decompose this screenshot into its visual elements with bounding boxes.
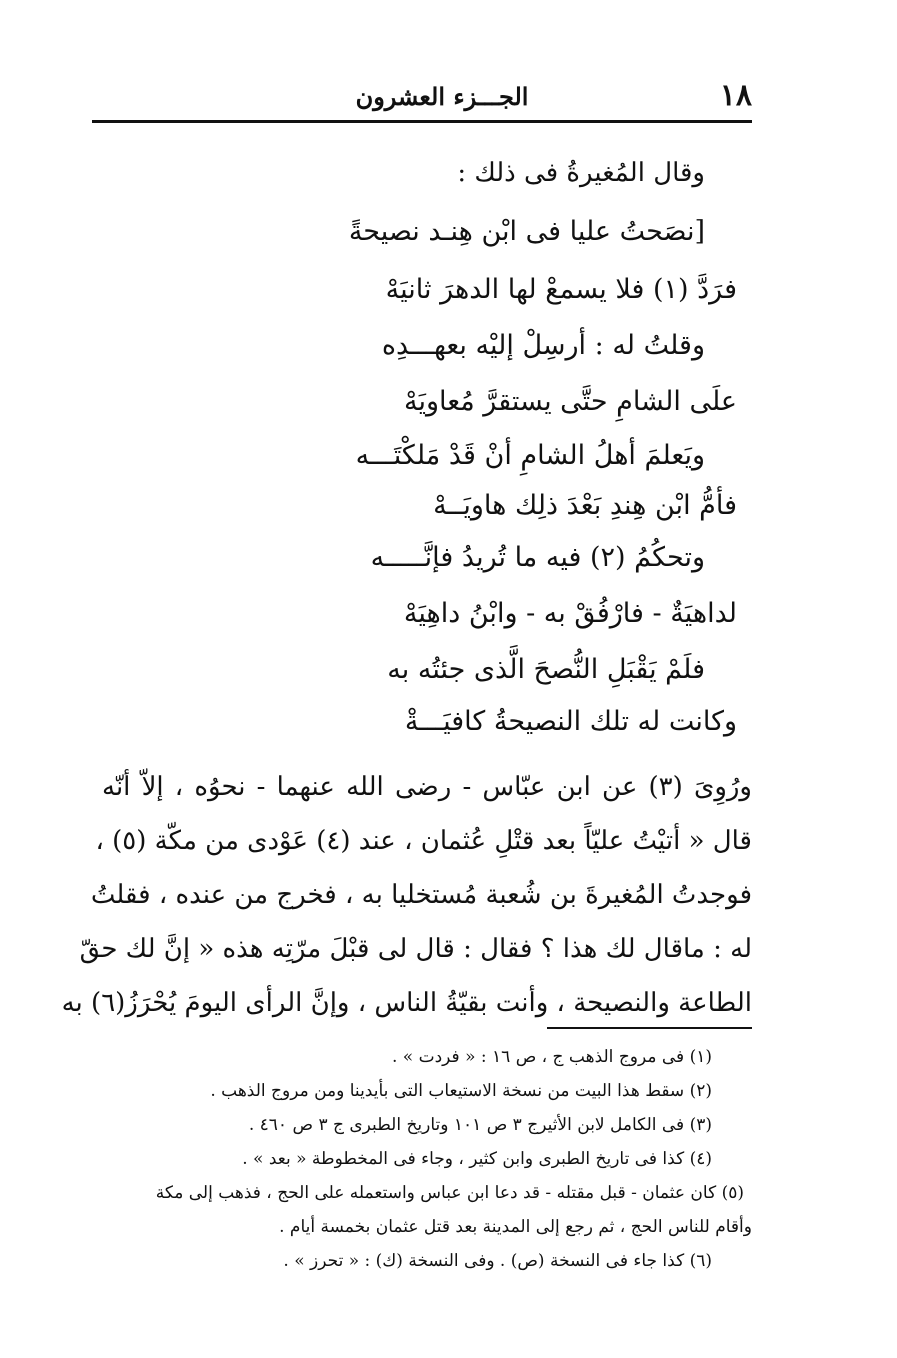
prose-line: له : ماقال لك هذا ؟ فقال : قال لى قبْلَ مرّتِه هذه « إنَّ لك حقّ	[79, 934, 752, 964]
footnote: (٦) كذا جاء فى النسخة (ص) . وفى النسخة (ك) : « تحرز » .	[283, 1251, 712, 1271]
footnote: (٥) كان عثمان - قبل مقتله - قد دعا ابن عباس واستعمله على الحج ، فذهب إلى مكة	[155, 1183, 744, 1203]
header-rule	[92, 120, 752, 123]
footnote: (١) فى مروج الذهب ج ، ص ١٦ : « فردت » .	[391, 1047, 712, 1067]
verse-line: علَى الشامِ حتَّى يستقرَّ مُعاويَهْ	[403, 386, 737, 417]
verse-line: وقلتُ له : أرسِلْ إليْه بعهـــدِه	[381, 330, 705, 361]
verse-line: فلَمْ يَقْبَلِ النُّصحَ الَّذى جئتُه به	[387, 654, 705, 685]
verse-line: فأمُّ ابْن هِندِ بَعْدَ ذلِك هاويَــهْ	[433, 490, 737, 521]
verse-line: وكانت له تلك النصيحةُ كافيَـــةْ	[404, 706, 737, 737]
verse-line: فرَدَّ (١) فلا يسمعْ لها الدهرَ ثانيَهْ	[385, 274, 737, 305]
footnote-rule	[547, 1027, 752, 1029]
prose-line: الطاعة والنصيحة ، وأنت بقيّةُ الناس ، وإنَّ الرأى اليومَ يُحْرَزُ(٦) به	[61, 988, 752, 1018]
prose-line: فوجدتُ المُغيرةَ بن شُعبة مُستخليا به ، فخرج من عنده ، فقلتُ	[90, 880, 752, 910]
prose-paragraph	[61, 760, 752, 1030]
prose-line: ورُوِىَ (٣) عن ابن عبّاس - رضى الله عنهما - نحوُه ، إلاّ أنّه	[102, 772, 752, 802]
footnote: (٤) كذا فى تاريخ الطبرى وابن كثير ، وجاء فى المخطوطة « بعد » .	[242, 1149, 712, 1169]
footnotes	[100, 1040, 752, 1278]
footnote: (٢) سقط هذا البيت من نسخة الاستيعاب التى بأيدينا ومن مروج الذهب .	[210, 1081, 712, 1101]
footnote-continuation: وأقام للناس الحج ، ثم رجع إلى المدينة بعد قتل عثمان بخمسة أيام .	[279, 1217, 752, 1237]
intro-line: وقال المُغيرةُ فى ذلك :	[457, 158, 705, 188]
footnote: (٣) فى الكامل لابن الأثيرج ٣ ص ١٠١ وتاريخ الطبرى ج ٣ ص ٤٦٠ .	[248, 1115, 712, 1135]
verse-line: [نصَحتُ عليا فى ابْن هِنـد نصيحةً	[348, 216, 705, 247]
prose-line: قال « أتيْتُ عليّاً بعد قتْلِ عُثمان ، عند (٤) عَوْدى من مكّة (٥) ،	[95, 826, 752, 856]
running-title: الجـــزء العشرون	[355, 82, 529, 111]
page-number: ١٨	[719, 78, 752, 113]
verse-line: لداهيَةٌ - فارْفُقْ به - وابْنُ داهِيَهْ	[403, 598, 737, 629]
verse-line: وتحكُمُ (٢) فيه ما تُريدُ فإنَّـــــه	[370, 542, 705, 573]
page-header	[92, 78, 752, 118]
verse-line: ويَعلمَ أهلُ الشامِ أنْ قَدْ مَلكْتَـــه	[355, 440, 705, 471]
